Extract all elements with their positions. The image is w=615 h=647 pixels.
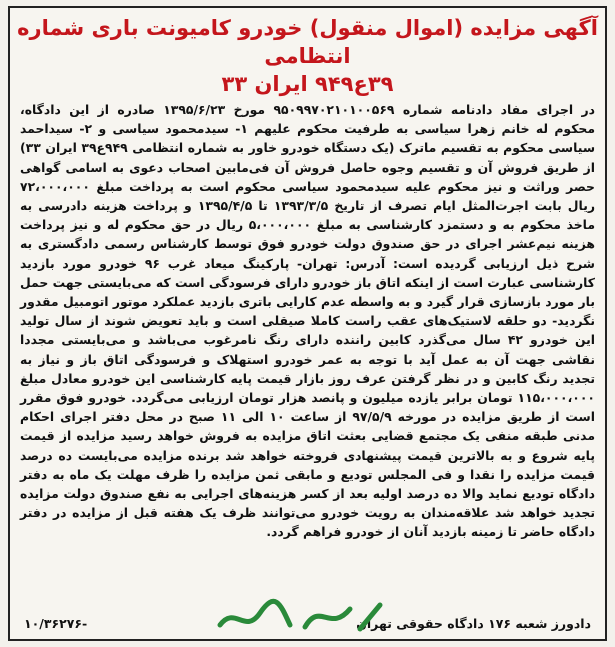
court-signatory: دادورز شعبه ۱۷۶ دادگاه حقوقی تهران: [356, 616, 591, 631]
title-line-2: ۳۹ع۹۴۹ ایران ۳۳: [221, 72, 394, 96]
notice-code: ۱۰/۳۶۲۷۶-: [24, 616, 88, 631]
auction-notice: [8, 6, 607, 641]
notice-body: در اجرای مفاد دادنامه شماره ۹۵۰۹۹۷۰۲۱۰۱۰۰۵۶۹ مورخ ۱۳۹۵/۶/۲۳ صادره از این دادگاه، محکوم له خانم زهرا سیاسی به طرفیت محکوم علیهم ۱- سیدمحمود سیاسی و ۲- سیداحمد سیاسی محکوم‌ به تقسیم ماترک (یک دستگاه خودرو خاور به شماره انتظامی ۹۴۹ع۳۹ ایران ۳۳) از طریق فروش آن و تقسیم وجوه حاصل فروش آن فی‌مابین اصحاب دعوی به اسامی گواهی حصر وراثت و نیز محکوم علیه سیدمحمود سیاسی محکوم است به پرداخت مبلغ ۷۲،۰۰۰،۰۰۰ ریال بابت اجرت‌المثل ایام تصرف از تاریخ ۱۳۹۳/۳/۵ تا ۱۳۹۵/۴/۵ و پرداخت هزینه دادرسی به ماخذ محکوم به و دستمزد کارشناسی به مبلغ ۵،۰۰۰،۰۰۰ ریال در حق محکوم له و نیز پرداخت هزینه نیم‌عشر اجرای در حق صندوق دولت خودرو فوق توسط کارشناس رسمی دادگستری به شرح ذیل ارزیابی گردیده است: آدرس: تهران- پارکینگ میعاد غرب ۹۶ خودرو مورد بازدید کارشناسی عبارت است از اینکه اتاق باز خودرو دارای فرسودگی است که می‌بایستی جهت حمل بار مورد بازسازی قرار گیرد و به واسطه عدم کارایی باتری بازدید عملکرد موتور اتومبیل مقدور نگردید- دو حلقه لاستیک‌های عقب راست کاملا صیقلی است و باید تعویض شوند از سال تولید این خودرو ۴۲ سال می‌گذرد کابین راننده دارای رنگ نامرغوب می‌باشد و می‌بایستی مجددا نقاشی جهت آن به عمل آید با توجه به عمر خودرو استهلاک و فرسودگی اتاق باز و نیاز به تجدید رنگ کابین و در نظر گرفتن عرف روز بازار قیمت پایه کارشناسی این خودرو معادل مبلغ ۱۱۵،۰۰۰،۰۰۰ تومان برابر یازده میلیون و پانصد هزار تومان ارزیابی می‌گردد. خودرو فوق مقرر است از طریق مزایده در مورخه ۹۷/۵/۹ از ساعت ۱۰ الی ۱۱ صبح در محل دفتر اجرای احکام مدنی طبقه منفی یک مجتمع قضایی بعثت اتاق مزایده به فروش خواهد رسید مزایده از قیمت پایه شروع و به بالاترین قیمت پیشنهادی فروخته خواهد شد برنده مزایده می‌بایست ده درصد قیمت مزایده را نقدا و فی المجلس تودیع و مابقی ثمن مزایده را ظرف مهلت یک ماه به دفتر دادگاه تودیع نماید والا ده درصد اولیه بعد از کسر هزینه‌های اجرایی به نفع صندوق دولت مزایده تجدید خواهد شد علاقه‌مندان به رویت خودرو می‌توانند ظرف یک هفته قبل از مزایده در دفتر دادگاه حاضر تا زمینه بازدید آنان از خودرو فراهم گردد.: [20, 102, 596, 540]
title-line-1: آگهی مزایده (اموال منقول) خودرو کامیونت باری شماره انتظامی: [17, 16, 598, 68]
notice-title: [16, 14, 599, 98]
signature-stamp: [210, 595, 390, 639]
notice-footer: [20, 611, 595, 635]
